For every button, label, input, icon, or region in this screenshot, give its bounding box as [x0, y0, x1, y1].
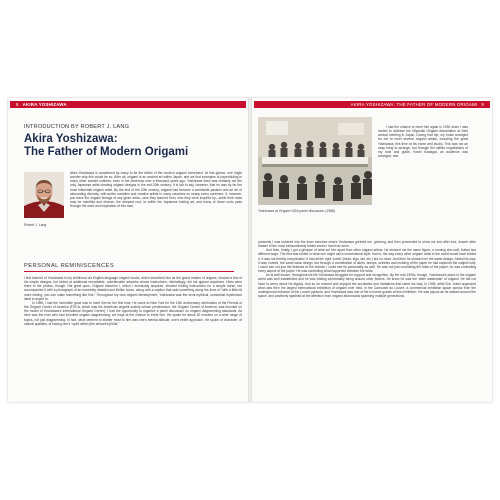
right-page-number: 9 [481, 102, 484, 107]
right-running-head-title: AKIRA YOSHIZAWA: THE FATHER OF MODERN ORIGAMI [350, 102, 478, 107]
right-running-head [351, 101, 488, 108]
left-running-head [12, 101, 67, 108]
section-paragraph: In 1988, I had the incredible good luck to meet him for the first time. He came to New York for the 10th anniversary celebration of the Friends of the Origami Center of America (FOCA, which was the American origami society whose predecessor, the Origami Center of America, was founded on the model of Yoshizawa’s International Origami Center). I had the opportunity to organize a panel discussion on origami diagramming standards. As here was the man who had invented origami diagramming, we leapt at the chance to invite him. He spoke for about 20 minutes on a wide range of topics, not just diagramming. In fact, what seemed to shatter most to him was one’s mental attitude, one’s entire approach. He spoke of character, of natural qualities, of having one’s “spirit within [the artwork’s] folds.” [24, 300, 242, 326]
chapter-title-line1: Akira Yoshizawa: [24, 133, 118, 145]
book-gutter [248, 98, 252, 402]
portrait-photo [24, 172, 64, 218]
meeting-photo [258, 117, 372, 205]
portrait-caption: Robert J. Lang [24, 223, 47, 227]
meeting-caption: Yoshizawa at Origami USA panel discussion (1988) [258, 209, 336, 213]
column-paragraph: I had the chance to meet him again in 1992 when I was invited to address the Miyazaki Origami Association at their annual meeting in Japan. During that trip, my hosts arranged for me to meet several origami artists, including the great Yoshizawa, this time at his home and studio. This was not an easy thing to arrange, but through the skillful negotiations of my host and guide, Koshi Kawagai, an audience was arranged, and [378, 125, 468, 159]
right-body [258, 240, 476, 298]
right-paragraph: presently I was ushered into the inner sanctum where Yoshizawa greeted me, grinning, and then proceeded to show me box after box, drawer after drawer of the most extraordinarily folded works I had ever seen. [258, 240, 476, 249]
chapter-title-line2: The Father of Modern Origami [24, 146, 189, 158]
left-page-number: 8 [16, 102, 19, 107]
left-running-head-title: AKIRA YOSHIZAWA [22, 102, 67, 107]
intro-paragraph: Akira Yoshizawa is considered by many to be the father of the modern origami movement. At first glance, one might wonder why this would be so. After all, origami is an ancient art within Japan, and we find examples of paperfolding in many other ancient cultures, even in the Americas over a thousand years ago. Yoshizawa lived was certainly not the only Japanese artist creating origami designs in the mid-20th century. It is fair to say, however, that he was by far the most influential origami artist. By the end of the 20th century, origami had become a worldwide passion and an art of astounding diversity, with active societies and creative artists in many countries on nearly every continent. If, however, you trace the origami lineage of any given artist—who they learned from, who they were inspired by—while their roots may be manifold and diverse, the deepest root, to within the Japanese folding art, and many of those roots pass through the work and inspiration of this man. [70, 171, 242, 209]
right-paragraph: And then, finally, I got a glimpse of what set him apart from other origami artists. He showed me the same figure, a running she-wolf, folded two different ways. The first was folded in what one might call a conventional style, that is, the way every other origami artist in the world would have folded it. It was not terribly complicated. It had all the right “parts” (head, legs, tail, etc.) but no more. And then he showed me the same design, folded his way. It was, indeed, the same basic design, but through a combination of dents, bumps, wrinkles and molding of the paper he had captured the subject fully. I could see not just the features of the animal, I could see its personality as well. He was not just controlling the folds of the paper, he was controlling every aspect of the paper. He was controlling what happened between the folds. [258, 248, 476, 274]
section-paragraph: I first learned of Yoshizawa in my childhood via English-language origami books, which described him as the grand master of origami, showed a few of his simple designs, but hinted at additional remarkable, unbelievable artworks whose instructions, infuriatingly, did not appear anywhere. Hints were there in the photos, though. His great opus, Origami dokuhon I, which I eventually acquired, showed folding instructions for a simple horse, but accompanied it with a photograph of an incredibly detailed and lifelike horse, along with a caption that said something along the lines of “with a little bit more folding, you can make something like this.” Throughout my own origami development, Yoshizawa was the semi-mythical, somewhat mysterious ideal to aspire to. [24, 276, 242, 301]
right-paragraph: As is well known, throughout his life Yoshizawa struggled for support and recognition. By the mid-1990s, though, Yoshizawa’s place in the origami world was well established and he was visiting comfortably being around other folders. He knew he was the ‘elder statesman’ of origami. He did not have to worry about his legacy. And so he relaxed and enjoyed the accolades and invitations that came his way. In 1998, artist Eric Joisel organized what was then the largest international exhibition of origami ever held, in the Carrousel du Louvre, a commercial exhibition space across from the underground entrance of the Louvre pyramid, and Yoshizawa was one of the honored guests at this exhibition. He was joyous as he walked around the space, and positively sparkled at the attention from origami aficionados spanning multiple generations. [258, 273, 476, 299]
subhead-rule [24, 271, 234, 272]
chapter-title [24, 133, 244, 159]
section-body [24, 276, 242, 326]
intro-byline: INTRODUCTION BY ROBERT J. LANG [24, 124, 130, 130]
section-subhead: PERSONAL REMINISCENCES [24, 263, 115, 269]
